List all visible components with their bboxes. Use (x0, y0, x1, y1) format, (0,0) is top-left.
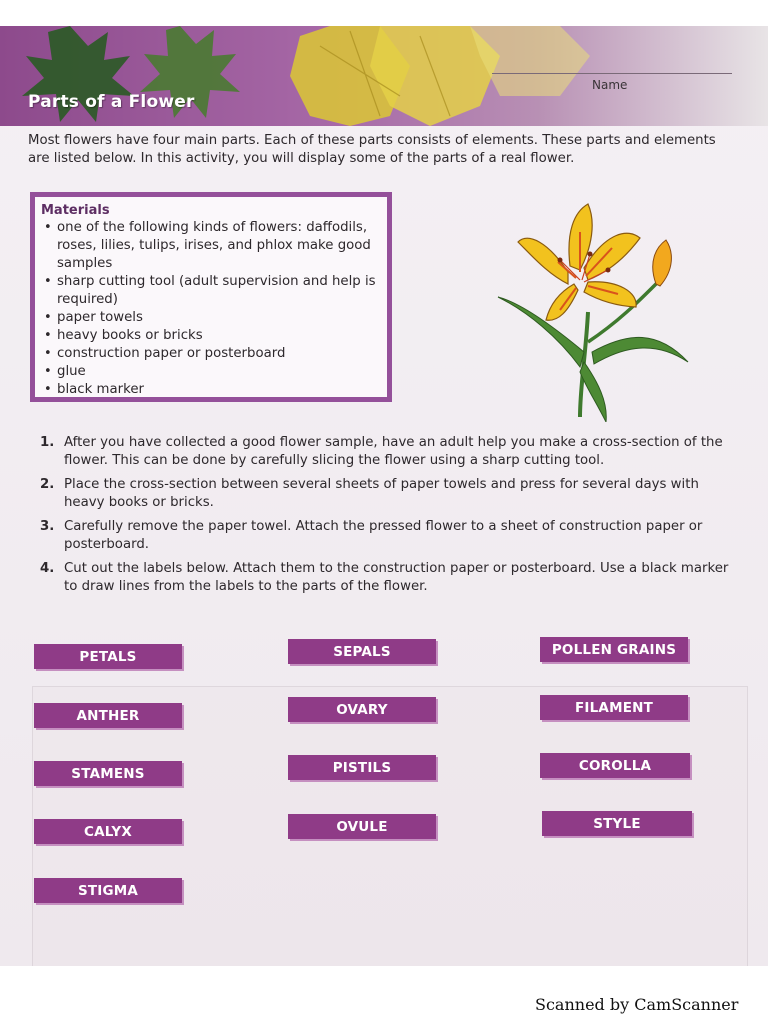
bullet-icon: • (44, 328, 52, 343)
label-style[interactable]: STYLE (542, 811, 692, 836)
name-label: Name (592, 78, 628, 92)
intro-paragraph: Most flowers have four main parts. Each of these parts consists of elements. These parts and elements are listed below. In this activity, you will display some of the parts of a real flower. (28, 133, 716, 166)
bullet-icon: • (44, 364, 52, 379)
bullet-icon: • (44, 274, 52, 289)
materials-item (41, 273, 387, 309)
materials-item (41, 219, 387, 273)
label-calyx[interactable]: CALYX (34, 819, 182, 844)
materials-title: Materials (41, 203, 110, 218)
label-corolla[interactable]: COROLLA (540, 753, 690, 778)
step-number: 3. (40, 519, 55, 534)
materials-item (41, 345, 387, 363)
label-anther[interactable]: ANTHER (34, 703, 182, 728)
header-banner (0, 26, 768, 126)
materials-item-text: black marker (57, 382, 144, 397)
materials-item-text: heavy books or bricks (57, 328, 203, 343)
label-stigma[interactable]: STIGMA (34, 878, 182, 903)
instruction-step (40, 518, 740, 554)
step-text: Carefully remove the paper towel. Attach the pressed flower to a sheet of construction paper or posterboard. (64, 519, 703, 552)
materials-item (41, 381, 387, 399)
label-filament[interactable]: FILAMENT (540, 695, 688, 720)
label-pollen-grains[interactable]: POLLEN GRAINS (540, 637, 688, 662)
bullet-icon: • (44, 220, 52, 235)
bullet-icon: • (44, 382, 52, 397)
label-ovary[interactable]: OVARY (288, 697, 436, 722)
instructions-list (40, 434, 740, 602)
step-text: Place the cross-section between several sheets of paper towels and press for several days with heavy books or bricks. (64, 477, 699, 510)
materials-item (41, 309, 387, 327)
materials-item-text: one of the following kinds of flowers: daffodils, roses, lilies, tulips, irises, and phlox make good samples (57, 220, 371, 271)
instruction-step (40, 476, 740, 512)
step-number: 2. (40, 477, 55, 492)
materials-list (41, 219, 387, 399)
materials-item-text: construction paper or posterboard (57, 346, 286, 361)
step-number: 1. (40, 435, 55, 450)
scanner-watermark: Scanned by CamScanner (535, 995, 739, 1014)
materials-item-text: glue (57, 364, 86, 379)
label-ovule[interactable]: OVULE (288, 814, 436, 839)
label-pistils[interactable]: PISTILS (288, 755, 436, 780)
bullet-icon: • (44, 346, 52, 361)
label-sepals[interactable]: SEPALS (288, 639, 436, 664)
step-number: 4. (40, 561, 55, 576)
step-text: After you have collected a good flower sample, have an adult help you make a cross-section of the flower. This can be done by carefully slicing the flower using a sharp cutting tool. (64, 435, 723, 468)
instruction-step (40, 560, 740, 596)
label-petals[interactable]: PETALS (34, 644, 182, 669)
lily-flower-illustration (488, 202, 708, 422)
step-text: Cut out the labels below. Attach them to the construction paper or posterboard. Use a black marker to draw lines from the labels to the parts of the flower. (64, 561, 729, 594)
materials-item (41, 327, 387, 345)
page-title: Parts of a Flower (28, 92, 195, 112)
materials-item-text: sharp cutting tool (adult supervision and help is required) (57, 274, 376, 307)
worksheet-page (0, 26, 768, 966)
materials-item-text: paper towels (57, 310, 143, 325)
label-stamens[interactable]: STAMENS (34, 761, 182, 786)
bullet-icon: • (44, 310, 52, 325)
materials-box (30, 192, 392, 402)
materials-item (41, 363, 387, 381)
instruction-step (40, 434, 740, 470)
name-input-line[interactable] (492, 73, 732, 74)
